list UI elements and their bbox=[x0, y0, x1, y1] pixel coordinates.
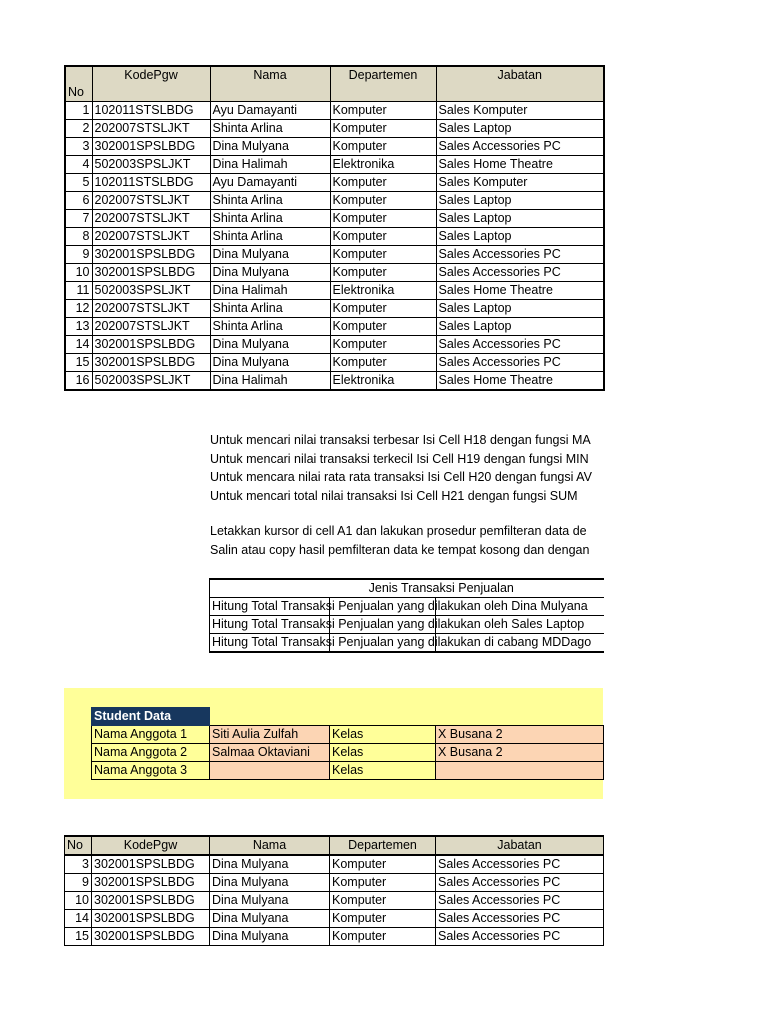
cell-departemen[interactable]: Komputer bbox=[330, 892, 436, 910]
cell-nama[interactable]: Shinta Arlina bbox=[210, 210, 330, 228]
cell-kodepgw[interactable]: 202007STSLJKT bbox=[92, 210, 210, 228]
cell-no[interactable]: 14 bbox=[65, 910, 92, 928]
cell-jabatan[interactable]: Sales Home Theatre bbox=[436, 156, 604, 174]
cell-jabatan[interactable]: Sales Home Theatre bbox=[436, 282, 604, 300]
cell-nama[interactable]: Dina Mulyana bbox=[210, 354, 330, 372]
cell-no[interactable]: 15 bbox=[65, 928, 92, 946]
cell-jabatan[interactable]: Sales Accessories PC bbox=[436, 246, 604, 264]
instructions-block-2 bbox=[210, 522, 603, 559]
cell-departemen[interactable]: Komputer bbox=[330, 246, 436, 264]
instructions-block bbox=[210, 431, 603, 505]
cell-kodepgw[interactable]: 302001SPSLBDG bbox=[92, 336, 210, 354]
cell-no[interactable]: 14 bbox=[65, 336, 92, 354]
summary-header[interactable]: Jenis Transaksi Penjualan bbox=[210, 579, 605, 598]
cell-nama[interactable]: Dina Mulyana bbox=[210, 892, 330, 910]
instruction-line[interactable]: Letakkan kursor di cell A1 dan lakukan prosedur pemfilteran data de bbox=[210, 524, 587, 538]
cell-no[interactable]: 10 bbox=[65, 264, 92, 282]
cell-nama[interactable]: Shinta Arlina bbox=[210, 120, 330, 138]
table-row bbox=[65, 354, 604, 372]
kelas-value[interactable]: X Busana 2 bbox=[436, 726, 604, 744]
cell-no[interactable]: 15 bbox=[65, 354, 92, 372]
cell-no[interactable]: 1 bbox=[65, 102, 92, 120]
cell-nama[interactable]: Shinta Arlina bbox=[210, 318, 330, 336]
table-row bbox=[65, 246, 604, 264]
cell-no[interactable]: 16 bbox=[65, 372, 92, 391]
member-label[interactable]: Nama Anggota 1 bbox=[92, 726, 210, 744]
header-nama[interactable]: Nama bbox=[210, 66, 330, 102]
table-row bbox=[65, 156, 604, 174]
cell-jabatan[interactable]: Sales Komputer bbox=[436, 174, 604, 192]
cell-kodepgw[interactable]: 302001SPSLBDG bbox=[92, 246, 210, 264]
instruction-line[interactable]: Untuk mencari total nilai transaksi Isi Cell H21 dengan fungsi SUM bbox=[210, 488, 578, 503]
cell-departemen[interactable]: Komputer bbox=[330, 228, 436, 246]
cell-jabatan[interactable]: Sales Home Theatre bbox=[436, 372, 604, 391]
cell-no[interactable]: 11 bbox=[65, 282, 92, 300]
cell-kodepgw[interactable]: 202007STSLJKT bbox=[92, 318, 210, 336]
cell-departemen[interactable]: Komputer bbox=[330, 336, 436, 354]
cell-nama[interactable]: Dina Mulyana bbox=[210, 910, 330, 928]
table-row bbox=[65, 264, 604, 282]
cell-jabatan[interactable]: Sales Komputer bbox=[436, 102, 604, 120]
cell-kodepgw[interactable]: 302001SPSLBDG bbox=[92, 928, 210, 946]
cell-departemen[interactable]: Komputer bbox=[330, 138, 436, 156]
cell-nama[interactable]: Dina Mulyana bbox=[210, 336, 330, 354]
cell-kodepgw[interactable]: 202007STSLJKT bbox=[92, 228, 210, 246]
cell-kodepgw[interactable]: 102011STSLBDG bbox=[92, 174, 210, 192]
table-row bbox=[65, 210, 604, 228]
summary-table bbox=[209, 578, 604, 653]
table-row bbox=[65, 372, 604, 391]
cell-departemen[interactable]: Komputer bbox=[330, 874, 436, 892]
cell-nama[interactable]: Dina Mulyana bbox=[210, 874, 330, 892]
cell-no[interactable]: 4 bbox=[65, 156, 92, 174]
cell-jabatan[interactable]: Sales Accessories PC bbox=[436, 354, 604, 372]
summary-row[interactable]: Hitung Total Transaksi Penjualan yang dilakukan oleh Dina Mulyana bbox=[210, 598, 330, 616]
cell-nama[interactable]: Dina Halimah bbox=[210, 372, 330, 391]
table-row bbox=[65, 928, 604, 946]
cell-jabatan[interactable]: Sales Laptop bbox=[436, 120, 604, 138]
member-name[interactable] bbox=[210, 762, 330, 780]
kelas-value[interactable] bbox=[436, 762, 604, 780]
table-row bbox=[65, 855, 604, 874]
cell-nama[interactable]: Ayu Damayanti bbox=[210, 102, 330, 120]
cell-nama[interactable]: Ayu Damayanti bbox=[210, 174, 330, 192]
cell-jabatan[interactable]: Sales Accessories PC bbox=[436, 910, 604, 928]
cell-departemen[interactable]: Komputer bbox=[330, 855, 436, 874]
cell-kodepgw[interactable]: 102011STSLBDG bbox=[92, 102, 210, 120]
student-row bbox=[92, 744, 604, 762]
cell-jabatan[interactable]: Sales Laptop bbox=[436, 300, 604, 318]
cell-kodepgw[interactable]: 202007STSLJKT bbox=[92, 120, 210, 138]
cell-departemen[interactable]: Komputer bbox=[330, 210, 436, 228]
blank bbox=[436, 708, 604, 726]
student-row bbox=[92, 726, 604, 744]
cell-jabatan[interactable]: Sales Laptop bbox=[436, 210, 604, 228]
cell-jabatan[interactable]: Sales Accessories PC bbox=[436, 138, 604, 156]
table-header-row bbox=[65, 66, 604, 102]
cell-departemen[interactable]: Komputer bbox=[330, 120, 436, 138]
table-row bbox=[65, 282, 604, 300]
cell-jabatan[interactable]: Sales Laptop bbox=[436, 192, 604, 210]
cell-departemen[interactable]: Komputer bbox=[330, 264, 436, 282]
student-data-title[interactable]: Student Data bbox=[92, 708, 210, 726]
blank bbox=[210, 708, 330, 726]
cell-jabatan[interactable]: Sales Accessories PC bbox=[436, 874, 604, 892]
header-jabatan[interactable]: Jabatan bbox=[436, 836, 604, 855]
table-row bbox=[65, 910, 604, 928]
table-row bbox=[65, 336, 604, 354]
cell-kodepgw[interactable]: 502003SPSLJKT bbox=[92, 282, 210, 300]
header-no[interactable]: No bbox=[65, 66, 92, 102]
student-table bbox=[91, 707, 604, 780]
cell-departemen[interactable]: Komputer bbox=[330, 318, 436, 336]
cell-departemen[interactable]: Elektronika bbox=[330, 282, 436, 300]
blank bbox=[330, 708, 436, 726]
cell-nama[interactable]: Dina Halimah bbox=[210, 282, 330, 300]
member-label[interactable]: Nama Anggota 2 bbox=[92, 744, 210, 762]
member-name[interactable]: Siti Aulia Zulfah bbox=[210, 726, 330, 744]
kelas-label[interactable]: Kelas bbox=[330, 726, 436, 744]
cell-kodepgw[interactable]: 302001SPSLBDG bbox=[92, 874, 210, 892]
header-nama[interactable]: Nama bbox=[210, 836, 330, 855]
header-no[interactable]: No bbox=[65, 836, 92, 855]
cell-no[interactable]: 9 bbox=[65, 874, 92, 892]
cell-departemen[interactable]: Elektronika bbox=[330, 372, 436, 391]
cell-nama[interactable]: Dina Mulyana bbox=[210, 928, 330, 946]
table-row bbox=[65, 892, 604, 910]
cell-departemen[interactable]: Komputer bbox=[330, 910, 436, 928]
table-row bbox=[65, 120, 604, 138]
cell-no[interactable]: 10 bbox=[65, 892, 92, 910]
kelas-value[interactable]: X Busana 2 bbox=[436, 744, 604, 762]
cell-kodepgw[interactable]: 302001SPSLBDG bbox=[92, 855, 210, 874]
instruction-line[interactable]: Salin atau copy hasil pemfilteran data ke tempat kosong dan dengan bbox=[210, 542, 590, 557]
instruction-line[interactable]: Untuk mencara nilai rata rata transaksi Isi Cell H20 dengan fungsi AV bbox=[210, 470, 592, 484]
instruction-line[interactable]: Untuk mencari nilai transaksi terkecil Isi Cell H19 dengan fungsi MIN bbox=[210, 451, 589, 466]
cell-jabatan[interactable]: Sales Laptop bbox=[436, 318, 604, 336]
cell-kodepgw[interactable]: 202007STSLJKT bbox=[92, 192, 210, 210]
table-row bbox=[65, 192, 604, 210]
cell-jabatan[interactable]: Sales Accessories PC bbox=[436, 855, 604, 874]
cell-jabatan[interactable]: Sales Accessories PC bbox=[436, 892, 604, 910]
cell-nama[interactable]: Shinta Arlina bbox=[210, 192, 330, 210]
kelas-label[interactable]: Kelas bbox=[330, 744, 436, 762]
filtered-header-row bbox=[65, 836, 604, 855]
summary-row[interactable]: Hitung Total Transaksi Penjualan yang dilakukan oleh Sales Laptop bbox=[210, 616, 330, 634]
table-row bbox=[65, 102, 604, 120]
header-departemen[interactable]: Departemen bbox=[330, 836, 436, 855]
member-label[interactable]: Nama Anggota 3 bbox=[92, 762, 210, 780]
cell-kodepgw[interactable]: 202007STSLJKT bbox=[92, 300, 210, 318]
cell-departemen[interactable]: Komputer bbox=[330, 354, 436, 372]
header-kodepgw[interactable]: KodePgw bbox=[92, 66, 210, 102]
cell-no[interactable]: 3 bbox=[65, 138, 92, 156]
cell-no[interactable]: 6 bbox=[65, 192, 92, 210]
cell-nama[interactable]: Dina Mulyana bbox=[210, 855, 330, 874]
cell-no[interactable]: 12 bbox=[65, 300, 92, 318]
table-row bbox=[65, 138, 604, 156]
cell-departemen[interactable]: Komputer bbox=[330, 928, 436, 946]
cell-jabatan[interactable]: Sales Accessories PC bbox=[436, 336, 604, 354]
table-row bbox=[65, 174, 604, 192]
cell-departemen[interactable]: Elektronika bbox=[330, 156, 436, 174]
header-departemen[interactable]: Departemen bbox=[330, 66, 436, 102]
cell-no[interactable]: 13 bbox=[65, 318, 92, 336]
table-row bbox=[65, 318, 604, 336]
table-row bbox=[65, 874, 604, 892]
table-row bbox=[65, 300, 604, 318]
cell-no[interactable]: 7 bbox=[65, 210, 92, 228]
cell-no[interactable]: 5 bbox=[65, 174, 92, 192]
cell-kodepgw[interactable]: 302001SPSLBDG bbox=[92, 910, 210, 928]
header-jabatan[interactable]: Jabatan bbox=[436, 66, 604, 102]
cell-kodepgw[interactable]: 302001SPSLBDG bbox=[92, 354, 210, 372]
summary-wrapper bbox=[209, 578, 604, 654]
cell-jabatan[interactable]: Sales Laptop bbox=[436, 228, 604, 246]
header-kodepgw[interactable]: KodePgw bbox=[92, 836, 210, 855]
cell-no[interactable]: 3 bbox=[65, 855, 92, 874]
table-row bbox=[65, 228, 604, 246]
cell-kodepgw[interactable]: 302001SPSLBDG bbox=[92, 892, 210, 910]
employee-table bbox=[64, 65, 605, 391]
cell-jabatan[interactable]: Sales Accessories PC bbox=[436, 264, 604, 282]
cell-nama[interactable]: Shinta Arlina bbox=[210, 300, 330, 318]
cell-no[interactable]: 9 bbox=[65, 246, 92, 264]
cell-nama[interactable]: Dina Mulyana bbox=[210, 264, 330, 282]
cell-kodepgw[interactable]: 502003SPSLJKT bbox=[92, 156, 210, 174]
cell-nama[interactable]: Dina Mulyana bbox=[210, 138, 330, 156]
summary-row[interactable]: Hitung Total Transaksi Penjualan yang dilakukan di cabang MDDago bbox=[210, 634, 330, 653]
member-name[interactable]: Salmaa Oktaviani bbox=[210, 744, 330, 762]
student-row bbox=[92, 762, 604, 780]
cell-no[interactable]: 8 bbox=[65, 228, 92, 246]
kelas-label[interactable]: Kelas bbox=[330, 762, 436, 780]
cell-departemen[interactable]: Komputer bbox=[330, 300, 436, 318]
cell-departemen[interactable]: Komputer bbox=[330, 192, 436, 210]
cell-kodepgw[interactable]: 302001SPSLBDG bbox=[92, 138, 210, 156]
cell-nama[interactable]: Dina Halimah bbox=[210, 156, 330, 174]
instruction-line[interactable]: Untuk mencari nilai transaksi terbesar Isi Cell H18 dengan fungsi MA bbox=[210, 433, 591, 447]
cell-no[interactable]: 2 bbox=[65, 120, 92, 138]
filtered-table bbox=[64, 835, 604, 946]
cell-nama[interactable]: Shinta Arlina bbox=[210, 228, 330, 246]
cell-kodepgw[interactable]: 302001SPSLBDG bbox=[92, 264, 210, 282]
cell-jabatan[interactable]: Sales Accessories PC bbox=[436, 928, 604, 946]
cell-departemen[interactable]: Komputer bbox=[330, 102, 436, 120]
cell-departemen[interactable]: Komputer bbox=[330, 174, 436, 192]
cell-kodepgw[interactable]: 502003SPSLJKT bbox=[92, 372, 210, 391]
cell-nama[interactable]: Dina Mulyana bbox=[210, 246, 330, 264]
